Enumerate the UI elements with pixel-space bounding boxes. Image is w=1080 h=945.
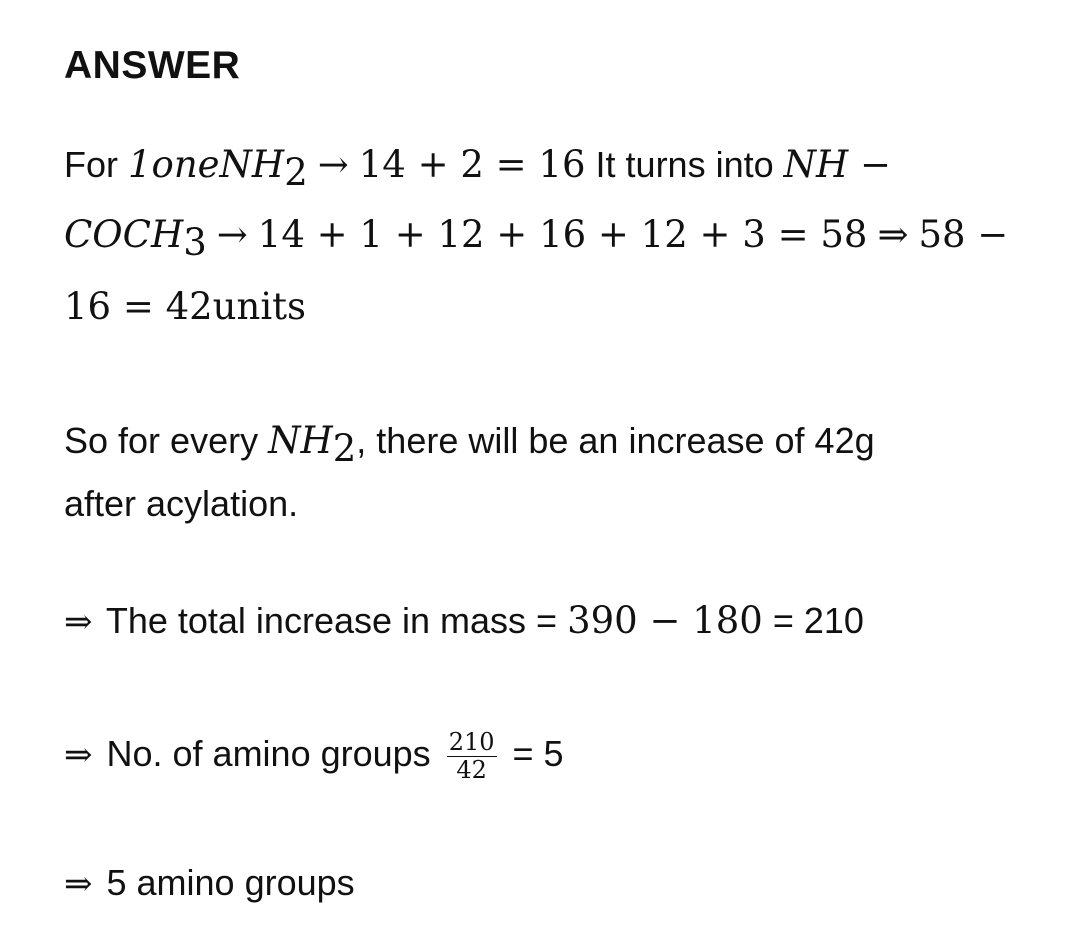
para2-math-nh: NH	[268, 419, 333, 462]
step2-result: = 5	[502, 733, 564, 775]
step1-result: = 210	[762, 600, 864, 641]
para1-tail: NH −	[783, 143, 892, 186]
para1-coch-sub: 3	[183, 221, 207, 264]
para1-line3	[64, 285, 307, 328]
implies-icon: ⇒	[64, 864, 93, 904]
implies-icon: ⇒	[64, 735, 93, 776]
fraction-numerator: 210	[448, 728, 495, 756]
para1-line2	[64, 213, 1009, 264]
answer-heading: ANSWER	[64, 44, 241, 87]
arrow-symbol: →	[216, 213, 248, 256]
para1-prefix: For	[64, 144, 129, 185]
para1-text: It turns into	[585, 144, 784, 185]
para1-line1	[64, 143, 892, 194]
step2-text: No. of amino groups	[96, 733, 441, 775]
step3-line	[64, 862, 355, 904]
para2-line1	[64, 419, 875, 470]
implies-symbol: ⇒	[877, 213, 909, 256]
para1-expr: 14 + 2 = 16	[358, 143, 586, 186]
para2-prefix: So for every	[64, 420, 269, 461]
para2-line2-text: after acylation.	[64, 483, 299, 524]
para1-line2-tail: 58 −	[918, 213, 1009, 256]
step1-line	[64, 599, 864, 642]
implies-icon: ⇒	[64, 602, 93, 642]
para2-suffix: , there will be an increase of 42g	[356, 420, 875, 461]
fraction-denominator: 42	[456, 756, 487, 785]
para1-coch: COCH	[64, 213, 184, 256]
arrow-symbol: →	[317, 143, 349, 186]
para1-line2-expr: 14 + 1 + 12 + 16 + 12 + 3 = 58	[257, 213, 868, 256]
fraction	[447, 730, 497, 783]
para1-sub: 2	[284, 151, 308, 194]
para2-sub: 2	[332, 427, 357, 470]
para2-line2	[64, 483, 299, 524]
step1-text: The total increase in mass =	[96, 600, 568, 641]
step3-text: 5 amino groups	[96, 862, 355, 903]
step2-line	[64, 730, 564, 783]
para1-line3-expr: 16 = 42units	[64, 285, 307, 328]
para1-math-nh2: 1oneNH	[128, 143, 285, 186]
step1-expr: 390 − 180	[567, 599, 763, 642]
